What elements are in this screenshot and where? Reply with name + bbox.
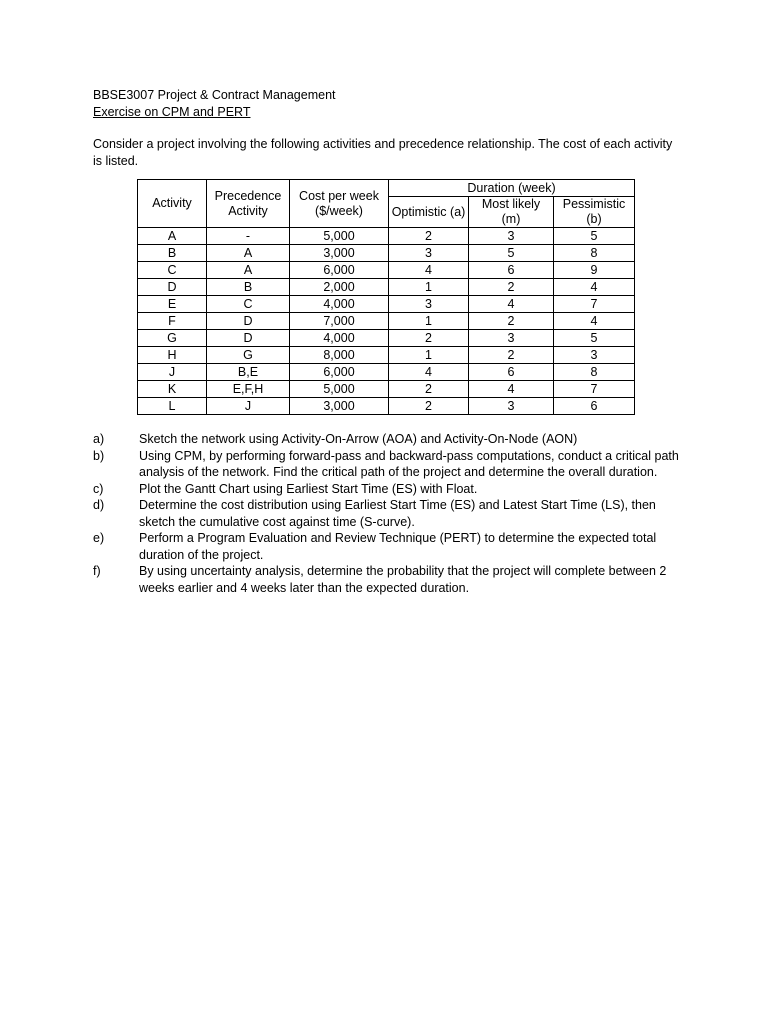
cell-pessimistic: 5 (554, 228, 635, 245)
table-row (138, 279, 635, 296)
cell-activity: C (138, 262, 207, 279)
document-page (93, 87, 683, 596)
cell-optimistic: 1 (389, 313, 469, 330)
cell-precedence: E,F,H (207, 381, 290, 398)
cell-pessimistic: 8 (554, 364, 635, 381)
cell-optimistic: 1 (389, 279, 469, 296)
table-row (138, 262, 635, 279)
cell-activity: D (138, 279, 207, 296)
cell-precedence: B,E (207, 364, 290, 381)
question-item (93, 530, 683, 563)
cell-pessimistic: 7 (554, 296, 635, 313)
cell-optimistic: 2 (389, 381, 469, 398)
cell-most-likely: 2 (469, 279, 554, 296)
cell-cost: 4,000 (290, 296, 389, 313)
cell-most-likely: 2 (469, 313, 554, 330)
cell-pessimistic: 6 (554, 398, 635, 415)
cell-activity: E (138, 296, 207, 313)
question-item (93, 563, 683, 596)
question-text: Plot the Gantt Chart using Earliest Start Time (ES) with Float. (139, 481, 478, 496)
question-item (93, 481, 683, 498)
cell-activity: A (138, 228, 207, 245)
header-pessimistic: Pessimistic (b) (554, 197, 635, 228)
cell-cost: 3,000 (290, 398, 389, 415)
question-text: By using uncertainty analysis, determine the probability that the project will complete between 2 weeks earlier and 4 weeks later than the expected duration. (139, 564, 667, 595)
cell-optimistic: 2 (389, 330, 469, 347)
table-row (138, 228, 635, 245)
question-letter: b) (93, 448, 105, 463)
cell-cost: 4,000 (290, 330, 389, 347)
cell-cost: 5,000 (290, 381, 389, 398)
header-precedence: Precedence Activity (207, 180, 290, 228)
cell-optimistic: 3 (389, 296, 469, 313)
cell-most-likely: 6 (469, 262, 554, 279)
cell-optimistic: 4 (389, 262, 469, 279)
cell-precedence: G (207, 347, 290, 364)
table-row (138, 245, 635, 262)
cell-cost: 7,000 (290, 313, 389, 330)
question-letter: d) (93, 498, 105, 512)
question-text: Sketch the network using Activity-On-Arrow (AOA) and Activity-On-Node (AON) (139, 432, 578, 446)
question-letter: a) (93, 432, 105, 446)
cell-optimistic: 2 (389, 398, 469, 415)
question-letter: f) (93, 564, 101, 578)
cell-precedence: - (207, 228, 290, 245)
table-row (138, 364, 635, 381)
header-cost: Cost per week ($/week) (290, 180, 389, 228)
exercise-subtitle: Exercise on CPM and PERT (93, 104, 251, 119)
cell-activity: G (138, 330, 207, 347)
cell-most-likely: 6 (469, 364, 554, 381)
table-row (138, 313, 635, 330)
table-row (138, 347, 635, 364)
cell-pessimistic: 5 (554, 330, 635, 347)
cell-most-likely: 3 (469, 228, 554, 245)
cell-most-likely: 4 (469, 296, 554, 313)
cell-most-likely: 2 (469, 347, 554, 364)
cell-cost: 2,000 (290, 279, 389, 296)
cell-cost: 6,000 (290, 262, 389, 279)
cell-precedence: B (207, 279, 290, 296)
cell-activity: J (138, 364, 207, 381)
cell-optimistic: 3 (389, 245, 469, 262)
cell-optimistic: 2 (389, 228, 469, 245)
cell-cost: 3,000 (290, 245, 389, 262)
cell-activity: F (138, 313, 207, 330)
cell-most-likely: 5 (469, 245, 554, 262)
cell-pessimistic: 8 (554, 245, 635, 262)
cell-most-likely: 3 (469, 398, 554, 415)
activity-table (137, 179, 635, 415)
question-text: Perform a Program Evaluation and Review Technique (PERT) to determine the expected total duration of the project. (139, 531, 657, 562)
cell-precedence: A (207, 262, 290, 279)
cell-cost: 8,000 (290, 347, 389, 364)
cell-precedence: A (207, 245, 290, 262)
cell-precedence: C (207, 296, 290, 313)
intro-paragraph: Consider a project involving the following activities and precedence relationship. The cost of each activity is listed. (93, 137, 673, 168)
cell-activity: B (138, 245, 207, 262)
cell-pessimistic: 3 (554, 347, 635, 364)
question-item (93, 431, 683, 448)
cell-precedence: D (207, 313, 290, 330)
table-row (138, 398, 635, 415)
cell-activity: L (138, 398, 207, 415)
cell-most-likely: 4 (469, 381, 554, 398)
header-duration-group: Duration (week) (389, 180, 635, 197)
question-list (93, 431, 683, 596)
question-text: Determine the cost distribution using Earliest Start Time (ES) and Latest Start Time (LS), then sketch the cumulative cost against time (S-curve). (139, 498, 656, 529)
cell-pessimistic: 7 (554, 381, 635, 398)
cell-cost: 5,000 (290, 228, 389, 245)
cell-optimistic: 1 (389, 347, 469, 364)
table-row (138, 330, 635, 347)
question-item (93, 497, 683, 530)
header-most-likely: Most likely (m) (469, 197, 554, 228)
cell-pessimistic: 9 (554, 262, 635, 279)
cell-cost: 6,000 (290, 364, 389, 381)
table-row (138, 296, 635, 313)
cell-pessimistic: 4 (554, 279, 635, 296)
question-letter: c) (93, 481, 104, 496)
question-letter: e) (93, 531, 105, 545)
header-activity: Activity (138, 180, 207, 228)
cell-pessimistic: 4 (554, 313, 635, 330)
cell-precedence: D (207, 330, 290, 347)
cell-most-likely: 3 (469, 330, 554, 347)
table-row (138, 381, 635, 398)
cell-activity: K (138, 381, 207, 398)
cell-activity: H (138, 347, 207, 364)
header-optimistic: Optimistic (a) (389, 197, 469, 228)
cell-optimistic: 4 (389, 364, 469, 381)
table-body (138, 228, 635, 415)
question-item (93, 448, 683, 481)
course-title: BBSE3007 Project & Contract Management (93, 88, 336, 102)
cell-precedence: J (207, 398, 290, 415)
question-text: Using CPM, by performing forward-pass and backward-pass computations, conduct a critical path analysis of the network. Find the critical path of the project and determine the overall duration. (139, 448, 679, 479)
